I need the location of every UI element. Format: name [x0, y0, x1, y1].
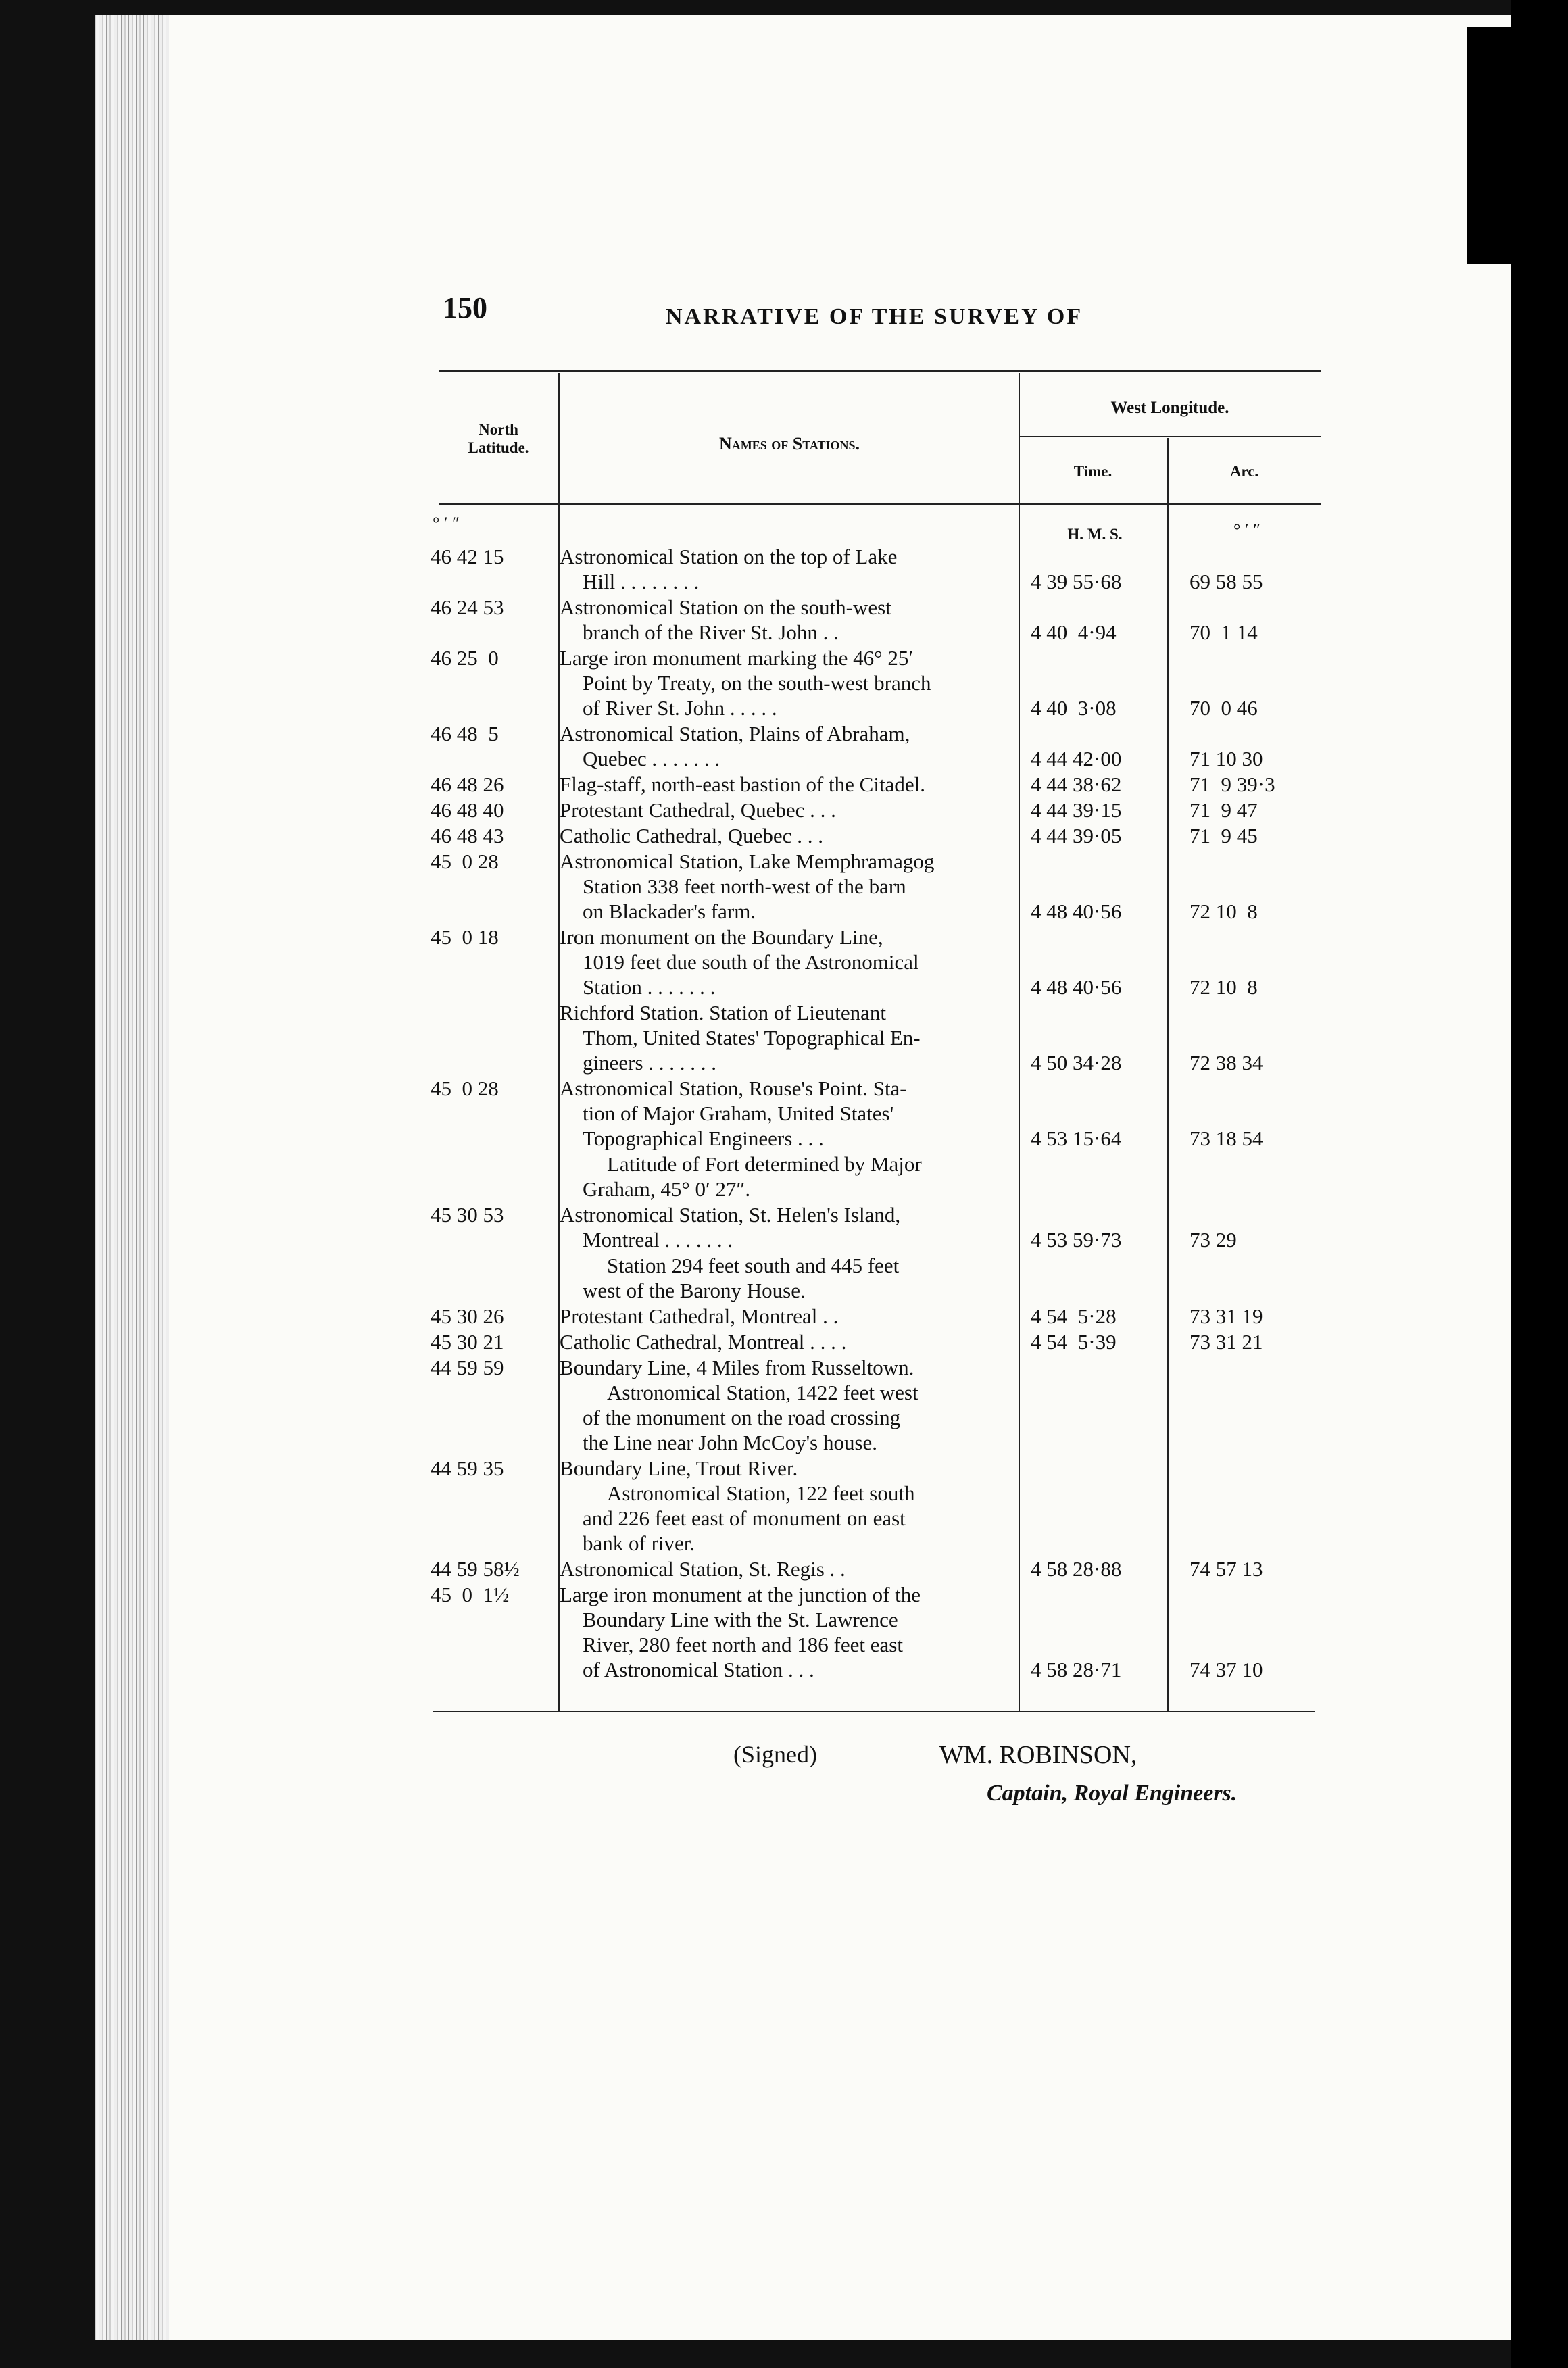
station-name-line: Astronomical Station, Plains of Abraham,	[560, 722, 910, 745]
station-name-line: Latitude of Fort determined by Major	[607, 1152, 922, 1176]
arc-cell: 70 1 14	[1190, 620, 1258, 644]
time-cell: 4 58 28·71	[1031, 1658, 1122, 1681]
station-name-line: Astronomical Station on the top of Lake	[560, 545, 898, 568]
station-name-cell	[560, 1556, 1009, 1581]
latitude-cell: 44 59 35	[431, 1456, 504, 1480]
station-name-cell	[560, 849, 1009, 924]
time-cell: 4 50 34·28	[1031, 1051, 1122, 1075]
arc-cell: 73 18 54	[1190, 1127, 1263, 1150]
arc-cell: 71 10 30	[1190, 747, 1263, 770]
station-name-line: Hill . . . . . . . .	[583, 570, 700, 593]
station-name-line: Topographical Engineers . . .	[583, 1127, 824, 1150]
table-bottom-rule	[433, 1711, 1315, 1712]
station-name-line: Boundary Line, 4 Miles from Russeltown.	[560, 1356, 914, 1379]
station-name-line: tion of Major Graham, United States'	[583, 1102, 894, 1125]
scan-border-tab	[1467, 27, 1511, 264]
station-name-line: branch of the River St. John . .	[583, 620, 839, 644]
arc-cell: 72 38 34	[1190, 1051, 1263, 1075]
station-name-line: west of the Barony House.	[583, 1279, 806, 1302]
station-name-line: gineers . . . . . . .	[583, 1051, 717, 1075]
station-name-line: Station 338 feet north-west of the barn	[583, 874, 906, 898]
time-cell: 4 48 40·56	[1031, 975, 1122, 999]
station-name-cell	[560, 924, 1009, 1000]
header-north-latitude: North Latitude.	[468, 421, 529, 456]
latitude-cell: 46 42 15	[431, 545, 504, 568]
signer-name: WM. ROBINSON,	[939, 1741, 1137, 1769]
station-name-line: Boundary Line, Trout River.	[560, 1456, 798, 1480]
arc-cell: 71 9 39·3	[1190, 772, 1275, 796]
time-cell: 4 53 15·64	[1031, 1127, 1122, 1150]
station-name-line: Large iron monument at the junction of the	[560, 1583, 921, 1606]
station-name-line: Point by Treaty, on the south-west branch	[583, 671, 931, 695]
longitude-subheader-rule	[1019, 436, 1321, 437]
arc-cell: 72 10 8	[1190, 899, 1258, 923]
station-name-cell	[560, 1329, 1009, 1354]
header-bottom-rule	[439, 503, 1321, 505]
station-name-cell	[560, 1304, 1009, 1329]
latitude-cell: 46 24 53	[431, 595, 504, 619]
latitude-cell: 45 0 28	[431, 849, 499, 873]
station-name-line: Large iron monument marking the 46° 25′	[560, 646, 914, 670]
station-name-line: Thom, United States' Topographical En-	[583, 1026, 921, 1050]
station-name-cell	[560, 1000, 1009, 1075]
time-units: H. M. S.	[1067, 526, 1123, 543]
station-name-cell	[560, 595, 1009, 645]
station-name-line: Station 294 feet south and 445 feet	[607, 1254, 900, 1277]
station-name-cell	[560, 1076, 1009, 1151]
column-divider-2	[1019, 373, 1020, 1711]
arc-cell: 73 31 19	[1190, 1304, 1263, 1328]
station-name-cell	[560, 1355, 1009, 1455]
latitude-cell: 45 0 28	[431, 1077, 499, 1100]
header-arc: Arc.	[1229, 463, 1259, 480]
header-west-longitude: West Longitude.	[1110, 399, 1229, 417]
time-cell: 4 54 5·39	[1031, 1330, 1117, 1354]
time-cell: 4 44 39·05	[1031, 824, 1122, 847]
station-name-line: bank of river.	[583, 1531, 695, 1555]
station-name-line: Station . . . . . . .	[583, 975, 716, 999]
station-name-line: Astronomical Station, 122 feet south	[607, 1481, 915, 1505]
time-cell: 4 54 5·28	[1031, 1304, 1117, 1328]
time-cell: 4 39 55·68	[1031, 570, 1122, 593]
arc-cell: 73 31 21	[1190, 1330, 1263, 1354]
latitude-cell: 45 30 53	[431, 1203, 504, 1227]
signer-title: Captain, Royal Engineers.	[987, 1781, 1238, 1806]
station-name-line: 1019 feet due south of the Astronomical	[583, 950, 919, 974]
station-name-line: of River St. John . . . . .	[583, 696, 777, 720]
station-name-cell	[560, 1582, 1009, 1682]
station-name-cell	[560, 721, 1009, 771]
station-name-line: Iron monument on the Boundary Line,	[560, 925, 883, 949]
station-name-cell	[560, 797, 1009, 822]
latitude-cell: 46 48 26	[431, 772, 504, 796]
station-name-cell	[560, 772, 1009, 797]
time-cell: 4 44 42·00	[1031, 747, 1122, 770]
station-name-line: Boundary Line with the St. Lawrence	[583, 1608, 898, 1631]
latitude-cell: 44 59 58½	[431, 1557, 520, 1581]
header-time: Time.	[1073, 463, 1112, 480]
station-name-cell	[560, 1202, 1009, 1252]
latitude-cell: 45 0 1½	[431, 1583, 510, 1606]
station-name-cell	[560, 645, 1009, 720]
station-name-line: the Line near John McCoy's house.	[583, 1431, 878, 1454]
station-name-line: Flag-staff, north-east bastion of the Citadel.	[560, 772, 925, 796]
time-cell: 4 40 3·08	[1031, 696, 1117, 720]
station-name-cell	[560, 823, 1009, 848]
latitude-cell: 46 48 5	[431, 722, 499, 745]
station-name-line: on Blackader's farm.	[583, 899, 756, 923]
time-cell: 4 44 39·15	[1031, 798, 1122, 822]
column-divider-3	[1167, 438, 1169, 1711]
station-name-line: River, 280 feet north and 186 feet east	[583, 1633, 903, 1656]
page-stack-edge	[95, 15, 169, 2340]
latitude-cell: 45 30 21	[431, 1330, 504, 1354]
header-names-of-stations: Names of Stations.	[718, 434, 860, 453]
station-name-line: Richford Station. Station of Lieutenant	[560, 1001, 886, 1025]
station-name-line: Astronomical Station, St. Helen's Island,	[560, 1203, 901, 1227]
table-top-rule	[439, 370, 1321, 372]
station-name-line: Astronomical Station, Rouse's Point. Sta-	[560, 1077, 907, 1100]
station-name-line: and 226 feet east of monument on east	[583, 1506, 906, 1530]
station-name-line: Montreal . . . . . . .	[583, 1228, 733, 1252]
latitude-units: ° ′ ″	[433, 514, 460, 533]
time-cell: 4 58 28·88	[1031, 1557, 1122, 1581]
arc-cell: 74 37 10	[1190, 1658, 1263, 1681]
station-name-line: Catholic Cathedral, Montreal . . . .	[560, 1330, 847, 1354]
station-name-line: Quebec . . . . . . .	[583, 747, 720, 770]
latitude-cell: 45 30 26	[431, 1304, 504, 1328]
arc-cell: 73 29	[1190, 1228, 1237, 1252]
station-name-line: Astronomical Station, 1422 feet west	[607, 1381, 918, 1404]
station-name-line: Astronomical Station on the south-west	[560, 595, 891, 619]
station-name-cell	[560, 1152, 1009, 1202]
station-name-line: Astronomical Station, Lake Memphramagog	[560, 849, 935, 873]
arc-cell: 74 57 13	[1190, 1557, 1263, 1581]
latitude-cell: 44 59 59	[431, 1356, 504, 1379]
page-number: 150	[443, 291, 487, 324]
arc-cell: 71 9 45	[1190, 824, 1258, 847]
latitude-cell: 46 48 40	[431, 798, 504, 822]
station-name-cell	[560, 1253, 1009, 1303]
running-head: NARRATIVE OF THE SURVEY OF	[666, 304, 1083, 329]
station-name-line: Graham, 45° 0′ 27″.	[583, 1177, 751, 1201]
station-name-line: Protestant Cathedral, Quebec . . .	[560, 798, 836, 822]
arc-cell: 71 9 47	[1190, 798, 1258, 822]
station-name-line: Catholic Cathedral, Quebec . . .	[560, 824, 823, 847]
scan-border-right	[1511, 0, 1568, 2368]
time-cell: 4 48 40·56	[1031, 899, 1122, 923]
arc-cell: 70 0 46	[1190, 696, 1258, 720]
station-name-cell	[560, 544, 1009, 594]
signed-label: (Signed)	[733, 1741, 817, 1768]
arc-cell: 72 10 8	[1190, 975, 1258, 999]
latitude-cell: 46 25 0	[431, 646, 499, 670]
latitude-cell: 46 48 43	[431, 824, 504, 847]
time-cell: 4 40 4·94	[1031, 620, 1117, 644]
time-cell: 4 44 38·62	[1031, 772, 1122, 796]
station-name-line: of Astronomical Station . . .	[583, 1658, 814, 1681]
arc-units: ° ′ ″	[1233, 520, 1260, 540]
arc-cell: 69 58 55	[1190, 570, 1263, 593]
station-name-line: of the monument on the road crossing	[583, 1406, 901, 1429]
station-name-cell	[560, 1456, 1009, 1556]
station-name-line: Astronomical Station, St. Regis . .	[560, 1557, 846, 1581]
station-name-line: Protestant Cathedral, Montreal . .	[560, 1304, 839, 1328]
time-cell: 4 53 59·73	[1031, 1228, 1122, 1252]
latitude-cell: 45 0 18	[431, 925, 499, 949]
